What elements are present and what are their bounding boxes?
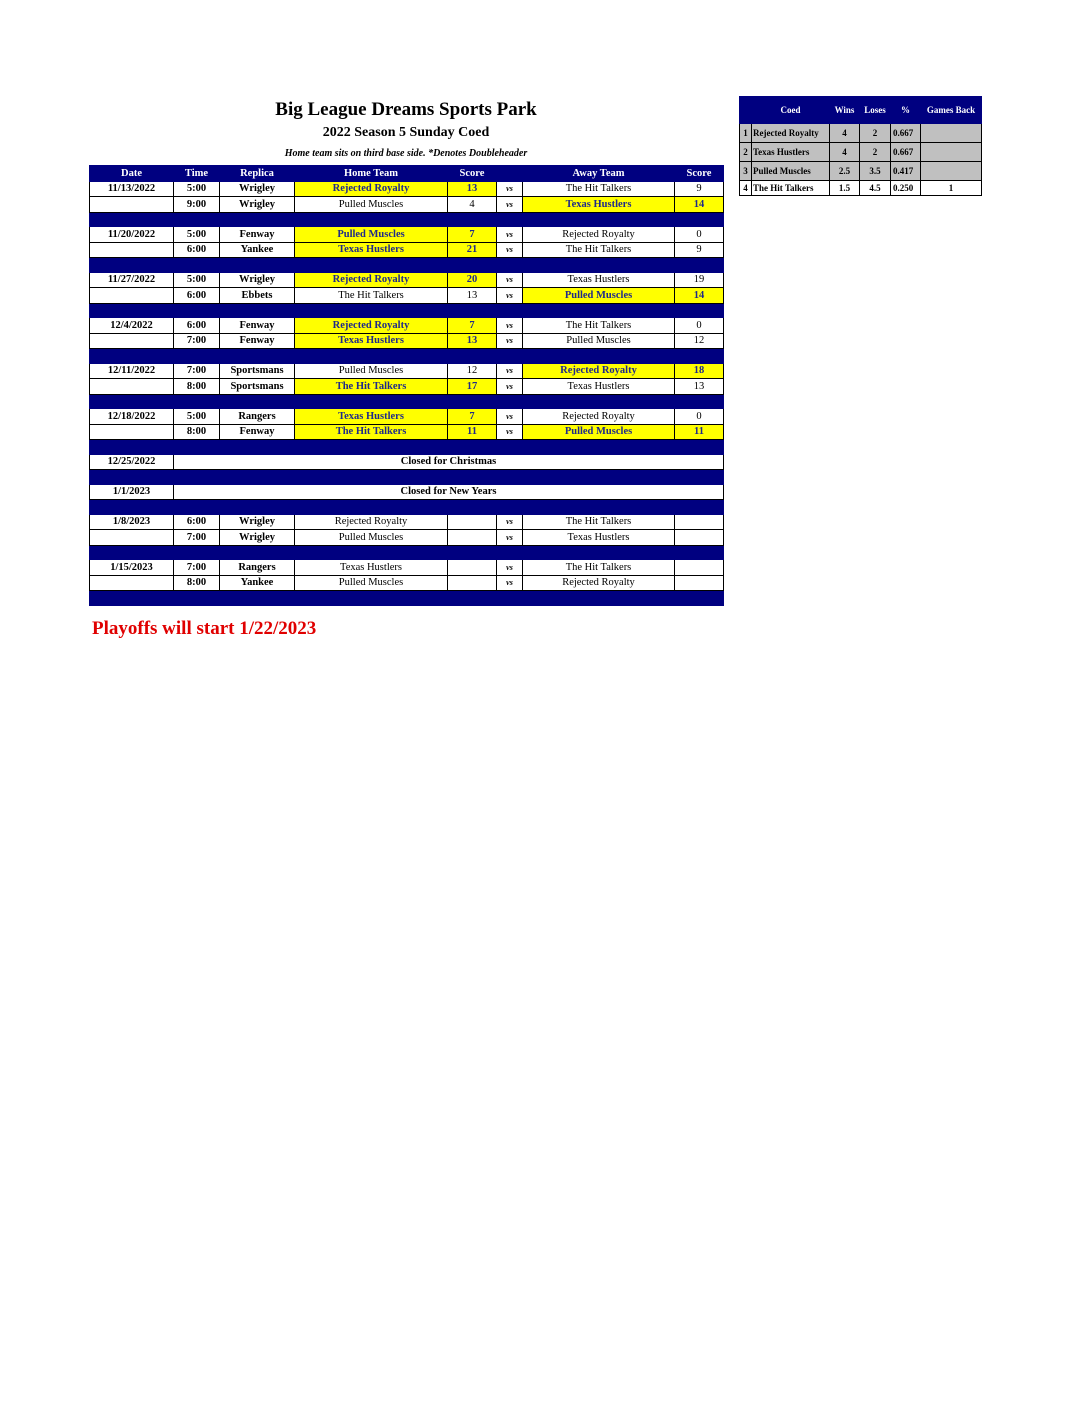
game-date bbox=[90, 424, 174, 440]
separator-cell bbox=[675, 591, 724, 606]
column-header: Away Team bbox=[523, 166, 675, 182]
separator-cell bbox=[523, 591, 675, 606]
field-replica: Fenway bbox=[220, 424, 295, 440]
field-replica: Fenway bbox=[220, 333, 295, 349]
team-rank: 2 bbox=[740, 143, 752, 162]
separator-cell bbox=[675, 349, 724, 364]
schedule-table bbox=[89, 165, 724, 606]
separator-cell bbox=[675, 440, 724, 455]
field-replica: Wrigley bbox=[220, 530, 295, 546]
game-date bbox=[90, 242, 174, 258]
game-time: 6:00 bbox=[174, 288, 220, 304]
away-score: 0 bbox=[675, 227, 724, 243]
game-time: 8:00 bbox=[174, 575, 220, 591]
away-team: Pulled Muscles bbox=[523, 288, 675, 304]
home-team: Rejected Royalty bbox=[295, 514, 448, 530]
away-team: Pulled Muscles bbox=[523, 333, 675, 349]
separator-cell bbox=[295, 303, 448, 318]
home-score: 13 bbox=[448, 288, 497, 304]
field-replica: Wrigley bbox=[220, 197, 295, 213]
game-time: 8:00 bbox=[174, 379, 220, 395]
column-header: Date bbox=[90, 166, 174, 182]
separator-cell bbox=[174, 212, 220, 227]
separator-cell bbox=[90, 440, 174, 455]
home-team: Rejected Royalty bbox=[295, 181, 448, 197]
home-score bbox=[448, 530, 497, 546]
game-row bbox=[90, 288, 724, 304]
separator-cell bbox=[448, 591, 497, 606]
game-time: 5:00 bbox=[174, 227, 220, 243]
separator-cell bbox=[174, 440, 220, 455]
games-back bbox=[921, 124, 982, 143]
away-team: The Hit Talkers bbox=[523, 318, 675, 334]
home-team: The Hit Talkers bbox=[295, 288, 448, 304]
separator-cell bbox=[675, 500, 724, 515]
vs-label: vs bbox=[497, 242, 523, 258]
vs-label: vs bbox=[497, 288, 523, 304]
home-score: 7 bbox=[448, 227, 497, 243]
vs-label: vs bbox=[497, 560, 523, 576]
separator-cell bbox=[90, 258, 174, 273]
team-wins: 4 bbox=[830, 143, 860, 162]
away-score bbox=[675, 575, 724, 591]
vs-label: vs bbox=[497, 181, 523, 197]
game-time: 6:00 bbox=[174, 514, 220, 530]
game-date: 12/18/2022 bbox=[90, 409, 174, 425]
separator-cell bbox=[448, 349, 497, 364]
away-team: The Hit Talkers bbox=[523, 514, 675, 530]
home-team: Pulled Muscles bbox=[295, 530, 448, 546]
home-team: Rejected Royalty bbox=[295, 272, 448, 288]
away-score bbox=[675, 514, 724, 530]
vs-label: vs bbox=[497, 272, 523, 288]
closed-notice: Closed for New Years bbox=[174, 484, 724, 500]
separator-row bbox=[90, 440, 724, 455]
win-percentage: 0.667 bbox=[891, 143, 921, 162]
game-date: 12/25/2022 bbox=[90, 454, 174, 470]
home-score: 7 bbox=[448, 318, 497, 334]
field-replica: Wrigley bbox=[220, 272, 295, 288]
separator-cell bbox=[497, 394, 523, 409]
vs-label: vs bbox=[497, 318, 523, 334]
game-date: 1/8/2023 bbox=[90, 514, 174, 530]
separator-row bbox=[90, 349, 724, 364]
home-team: Texas Hustlers bbox=[295, 333, 448, 349]
field-replica: Rangers bbox=[220, 409, 295, 425]
game-date bbox=[90, 530, 174, 546]
game-time: 6:00 bbox=[174, 242, 220, 258]
home-score: 20 bbox=[448, 272, 497, 288]
separator-cell bbox=[174, 545, 220, 560]
team-wins: 4 bbox=[830, 124, 860, 143]
separator-cell bbox=[90, 349, 174, 364]
separator-cell bbox=[90, 212, 174, 227]
closed-notice: Closed for Christmas bbox=[174, 454, 724, 470]
game-date: 1/1/2023 bbox=[90, 484, 174, 500]
separator-cell bbox=[295, 591, 448, 606]
home-score bbox=[448, 560, 497, 576]
column-header: Score bbox=[675, 166, 724, 182]
separator-cell bbox=[675, 545, 724, 560]
win-percentage: 0.250 bbox=[891, 181, 921, 196]
away-team: Texas Hustlers bbox=[523, 197, 675, 213]
away-score: 9 bbox=[675, 181, 724, 197]
separator-cell bbox=[523, 303, 675, 318]
separator-cell bbox=[448, 394, 497, 409]
win-percentage: 0.417 bbox=[891, 162, 921, 181]
home-score: 7 bbox=[448, 409, 497, 425]
vs-label: vs bbox=[497, 409, 523, 425]
standings-header-row bbox=[740, 97, 982, 124]
separator-cell bbox=[523, 349, 675, 364]
separator-row bbox=[90, 303, 724, 318]
home-team: Pulled Muscles bbox=[295, 363, 448, 379]
home-team: Rejected Royalty bbox=[295, 318, 448, 334]
away-score: 9 bbox=[675, 242, 724, 258]
game-date bbox=[90, 288, 174, 304]
away-score: 19 bbox=[675, 272, 724, 288]
playoffs-notice: Playoffs will start 1/22/2023 bbox=[92, 618, 317, 639]
separator-cell bbox=[295, 545, 448, 560]
game-row bbox=[90, 227, 724, 243]
separator-cell bbox=[497, 258, 523, 273]
separator-row bbox=[90, 212, 724, 227]
separator-cell bbox=[220, 545, 295, 560]
away-team: Texas Hustlers bbox=[523, 530, 675, 546]
separator-cell bbox=[220, 303, 295, 318]
game-time: 9:00 bbox=[174, 197, 220, 213]
away-team: The Hit Talkers bbox=[523, 242, 675, 258]
game-time: 8:00 bbox=[174, 424, 220, 440]
separator-cell bbox=[523, 500, 675, 515]
separator-cell bbox=[90, 591, 174, 606]
game-time: 7:00 bbox=[174, 333, 220, 349]
separator-cell bbox=[497, 591, 523, 606]
game-time: 7:00 bbox=[174, 560, 220, 576]
game-time: 7:00 bbox=[174, 363, 220, 379]
separator-row bbox=[90, 500, 724, 515]
home-team: Texas Hustlers bbox=[295, 242, 448, 258]
standings-table bbox=[739, 96, 982, 196]
vs-label: vs bbox=[497, 333, 523, 349]
team-name: Pulled Muscles bbox=[752, 162, 830, 181]
separator-cell bbox=[448, 470, 497, 485]
game-time: 5:00 bbox=[174, 272, 220, 288]
separator-cell bbox=[174, 394, 220, 409]
team-wins: 2.5 bbox=[830, 162, 860, 181]
separator-cell bbox=[523, 470, 675, 485]
separator-cell bbox=[448, 303, 497, 318]
home-team: Pulled Muscles bbox=[295, 197, 448, 213]
away-team: Rejected Royalty bbox=[523, 363, 675, 379]
game-date: 11/20/2022 bbox=[90, 227, 174, 243]
home-team: The Hit Talkers bbox=[295, 379, 448, 395]
home-score: 21 bbox=[448, 242, 497, 258]
separator-cell bbox=[523, 212, 675, 227]
away-team: Texas Hustlers bbox=[523, 272, 675, 288]
separator-cell bbox=[295, 349, 448, 364]
game-time: 6:00 bbox=[174, 318, 220, 334]
vs-label: vs bbox=[497, 575, 523, 591]
team-loses: 2 bbox=[860, 143, 891, 162]
separator-row bbox=[90, 591, 724, 606]
separator-cell bbox=[295, 440, 448, 455]
closed-row bbox=[90, 484, 724, 500]
home-score: 17 bbox=[448, 379, 497, 395]
separator-cell bbox=[220, 394, 295, 409]
field-replica: Ebbets bbox=[220, 288, 295, 304]
home-score: 11 bbox=[448, 424, 497, 440]
team-loses: 2 bbox=[860, 124, 891, 143]
standings-column-header: Coed bbox=[752, 97, 830, 124]
separator-cell bbox=[497, 470, 523, 485]
vs-label: vs bbox=[497, 514, 523, 530]
separator-cell bbox=[675, 470, 724, 485]
separator-cell bbox=[295, 394, 448, 409]
away-team: Rejected Royalty bbox=[523, 575, 675, 591]
separator-cell bbox=[497, 440, 523, 455]
vs-label: vs bbox=[497, 363, 523, 379]
away-score: 12 bbox=[675, 333, 724, 349]
separator-cell bbox=[90, 470, 174, 485]
home-score: 12 bbox=[448, 363, 497, 379]
season-subtitle: 2022 Season 5 Sunday Coed bbox=[322, 125, 490, 140]
standings-column-header: Games Back bbox=[921, 97, 982, 124]
column-header: Home Team bbox=[295, 166, 448, 182]
home-team: Pulled Muscles bbox=[295, 575, 448, 591]
game-date: 11/27/2022 bbox=[90, 272, 174, 288]
game-row bbox=[90, 181, 724, 197]
home-score bbox=[448, 575, 497, 591]
separator-row bbox=[90, 470, 724, 485]
field-replica: Rangers bbox=[220, 560, 295, 576]
away-team: Texas Hustlers bbox=[523, 379, 675, 395]
game-date: 1/15/2023 bbox=[90, 560, 174, 576]
team-loses: 3.5 bbox=[860, 162, 891, 181]
vs-label: vs bbox=[497, 530, 523, 546]
team-rank: 3 bbox=[740, 162, 752, 181]
separator-cell bbox=[90, 303, 174, 318]
field-replica: Sportsmans bbox=[220, 379, 295, 395]
standings-row bbox=[740, 162, 982, 181]
separator-cell bbox=[448, 212, 497, 227]
separator-cell bbox=[497, 303, 523, 318]
standings-row bbox=[740, 181, 982, 196]
separator-cell bbox=[523, 394, 675, 409]
separator-cell bbox=[174, 303, 220, 318]
separator-cell bbox=[295, 500, 448, 515]
team-name: Rejected Royalty bbox=[752, 124, 830, 143]
separator-cell bbox=[90, 394, 174, 409]
field-replica: Fenway bbox=[220, 318, 295, 334]
team-rank: 1 bbox=[740, 124, 752, 143]
separator-cell bbox=[174, 591, 220, 606]
separator-cell bbox=[220, 591, 295, 606]
game-row bbox=[90, 197, 724, 213]
separator-cell bbox=[675, 258, 724, 273]
away-score: 11 bbox=[675, 424, 724, 440]
games-back bbox=[921, 143, 982, 162]
away-team: Rejected Royalty bbox=[523, 227, 675, 243]
home-score: 4 bbox=[448, 197, 497, 213]
game-row bbox=[90, 560, 724, 576]
standings-column-header: Wins bbox=[830, 97, 860, 124]
separator-cell bbox=[220, 212, 295, 227]
separator-cell bbox=[220, 349, 295, 364]
away-score: 0 bbox=[675, 318, 724, 334]
field-replica: Fenway bbox=[220, 227, 295, 243]
separator-cell bbox=[497, 500, 523, 515]
column-header: Replica bbox=[220, 166, 295, 182]
game-time: 5:00 bbox=[174, 409, 220, 425]
separator-cell bbox=[220, 470, 295, 485]
away-score: 13 bbox=[675, 379, 724, 395]
separator-cell bbox=[220, 258, 295, 273]
away-score: 14 bbox=[675, 288, 724, 304]
game-row bbox=[90, 318, 724, 334]
separator-cell bbox=[448, 500, 497, 515]
team-name: Texas Hustlers bbox=[752, 143, 830, 162]
home-score: 13 bbox=[448, 181, 497, 197]
separator-cell bbox=[675, 212, 724, 227]
away-score bbox=[675, 530, 724, 546]
games-back bbox=[921, 162, 982, 181]
separator-cell bbox=[295, 470, 448, 485]
away-score: 18 bbox=[675, 363, 724, 379]
vs-label: vs bbox=[497, 227, 523, 243]
team-name: The Hit Talkers bbox=[752, 181, 830, 196]
game-row bbox=[90, 575, 724, 591]
game-row bbox=[90, 424, 724, 440]
home-team: Texas Hustlers bbox=[295, 560, 448, 576]
separator-cell bbox=[523, 258, 675, 273]
away-score: 14 bbox=[675, 197, 724, 213]
field-replica: Yankee bbox=[220, 242, 295, 258]
game-row bbox=[90, 272, 724, 288]
away-score bbox=[675, 560, 724, 576]
game-row bbox=[90, 514, 724, 530]
separator-cell bbox=[675, 394, 724, 409]
column-header: Score bbox=[448, 166, 497, 182]
field-replica: Wrigley bbox=[220, 514, 295, 530]
game-row bbox=[90, 409, 724, 425]
field-replica: Wrigley bbox=[220, 181, 295, 197]
away-team: Pulled Muscles bbox=[523, 424, 675, 440]
home-team: Texas Hustlers bbox=[295, 409, 448, 425]
win-percentage: 0.667 bbox=[891, 124, 921, 143]
standings-column-header bbox=[740, 97, 752, 124]
game-time: 5:00 bbox=[174, 181, 220, 197]
game-row bbox=[90, 333, 724, 349]
game-date bbox=[90, 575, 174, 591]
game-date: 12/4/2022 bbox=[90, 318, 174, 334]
home-team: The Hit Talkers bbox=[295, 424, 448, 440]
separator-cell bbox=[675, 303, 724, 318]
separator-cell bbox=[448, 545, 497, 560]
standings-row bbox=[740, 124, 982, 143]
separator-cell bbox=[497, 545, 523, 560]
separator-row bbox=[90, 545, 724, 560]
separator-cell bbox=[523, 440, 675, 455]
page-title: Big League Dreams Sports Park bbox=[275, 99, 537, 120]
separator-cell bbox=[295, 212, 448, 227]
separator-cell bbox=[174, 470, 220, 485]
game-date: 11/13/2022 bbox=[90, 181, 174, 197]
separator-cell bbox=[497, 212, 523, 227]
separator-cell bbox=[174, 500, 220, 515]
away-team: Rejected Royalty bbox=[523, 409, 675, 425]
game-date bbox=[90, 333, 174, 349]
games-back: 1 bbox=[921, 181, 982, 196]
separator-cell bbox=[174, 349, 220, 364]
separator-row bbox=[90, 258, 724, 273]
home-score bbox=[448, 514, 497, 530]
schedule-header-row bbox=[90, 166, 724, 182]
separator-row bbox=[90, 394, 724, 409]
vs-label: vs bbox=[497, 424, 523, 440]
game-date bbox=[90, 379, 174, 395]
closed-row bbox=[90, 454, 724, 470]
column-header: Time bbox=[174, 166, 220, 182]
standings-column-header: Loses bbox=[860, 97, 891, 124]
column-header bbox=[497, 166, 523, 182]
home-score: 13 bbox=[448, 333, 497, 349]
game-row bbox=[90, 242, 724, 258]
team-wins: 1.5 bbox=[830, 181, 860, 196]
away-team: The Hit Talkers bbox=[523, 181, 675, 197]
separator-cell bbox=[90, 545, 174, 560]
separator-cell bbox=[497, 349, 523, 364]
separator-cell bbox=[448, 258, 497, 273]
game-date bbox=[90, 197, 174, 213]
schedule-note: Home team sits on third base side. *Denotes Doubleheader bbox=[284, 148, 528, 159]
game-row bbox=[90, 379, 724, 395]
vs-label: vs bbox=[497, 197, 523, 213]
team-rank: 4 bbox=[740, 181, 752, 196]
separator-cell bbox=[220, 440, 295, 455]
separator-cell bbox=[90, 500, 174, 515]
field-replica: Yankee bbox=[220, 575, 295, 591]
separator-cell bbox=[448, 440, 497, 455]
game-row bbox=[90, 530, 724, 546]
standings-column-header: % bbox=[891, 97, 921, 124]
home-team: Pulled Muscles bbox=[295, 227, 448, 243]
game-time: 7:00 bbox=[174, 530, 220, 546]
separator-cell bbox=[295, 258, 448, 273]
standings-row bbox=[740, 143, 982, 162]
away-team: The Hit Talkers bbox=[523, 560, 675, 576]
team-loses: 4.5 bbox=[860, 181, 891, 196]
field-replica: Sportsmans bbox=[220, 363, 295, 379]
game-row bbox=[90, 363, 724, 379]
away-score: 0 bbox=[675, 409, 724, 425]
separator-cell bbox=[523, 545, 675, 560]
vs-label: vs bbox=[497, 379, 523, 395]
separator-cell bbox=[220, 500, 295, 515]
separator-cell bbox=[174, 258, 220, 273]
game-date: 12/11/2022 bbox=[90, 363, 174, 379]
